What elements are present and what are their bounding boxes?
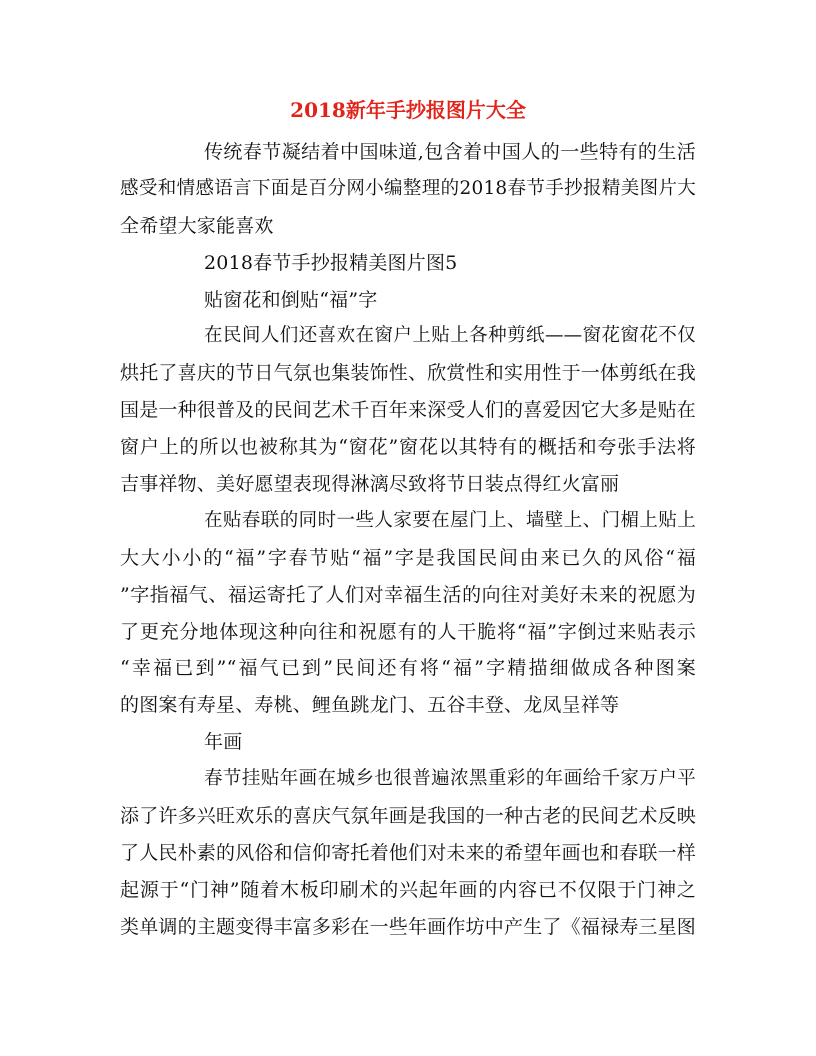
document-title: 2018新年手抄报图片大全 — [290, 98, 526, 122]
paragraph-line: 烘托了喜庆的节日气氛也集装饰性、欣赏性和实用性于一体剪纸在我 — [120, 362, 696, 385]
paragraph-line: 窗户上的所以也被称其为“窗花”窗花以其特有的概括和夸张手法将 — [120, 436, 696, 459]
paragraph-line: 春节挂贴年画在城乡也很普遍浓黑重彩的年画给千家万户平 — [204, 768, 696, 790]
document-body — [120, 134, 696, 946]
paragraph-line: ”字指福气、福运寄托了人们对幸福生活的向往对美好未来的祝愿为 — [120, 583, 696, 606]
paragraph-line: 在贴春联的同时一些人家要在屋门上、墙壁上、门楣上贴上 — [204, 509, 696, 531]
section-heading: 年画 — [204, 731, 243, 754]
paragraph-line: 起源于“门神”随着木板印刷术的兴起年画的内容已不仅限于门神之 — [120, 878, 696, 901]
paragraph-line: 类单调的主题变得丰富多彩在一些年画作坊中产生了《福禄寿三星图 — [120, 915, 696, 938]
section-heading: 贴窗花和倒贴“福”字 — [204, 288, 378, 311]
paragraph-line: 全希望大家能喜欢 — [120, 214, 274, 237]
paragraph-line: 了更充分地体现这种向往和祝愿有的人干脆将“福”字倒过来贴表示 — [120, 620, 696, 643]
paragraph-line: 感受和情感语言下面是百分网小编整理的2018春节手抄报精美图片大 — [120, 177, 696, 199]
paragraph-line: 国是一种很普及的民间艺术千百年来深受人们的喜爱因它大多是贴在 — [120, 399, 696, 422]
paragraph-line: 2018春节手抄报精美图片图5 — [204, 251, 458, 274]
paragraph-line: 添了许多兴旺欢乐的喜庆气氛年画是我国的一种古老的民间艺术反映 — [120, 805, 696, 828]
paragraph-line: 的图案有寿星、寿桃、鲤鱼跳龙门、五谷丰登、龙凤呈祥等 — [120, 694, 620, 717]
paragraph-line: 大大小小的“福”字春节贴“福”字是我国民间由来已久的风俗“福 — [120, 546, 696, 569]
paragraph-line: “幸福已到”“福气已到”民间还有将“福”字精描细做成各种图案 — [120, 657, 696, 680]
paragraph-line: 吉事祥物、美好愿望表现得淋漓尽致将节日装点得红火富丽 — [120, 473, 620, 496]
paragraph-line: 了人民朴素的风俗和信仰寄托着他们对未来的希望年画也和春联一样 — [120, 841, 696, 864]
paragraph-line: 在民间人们还喜欢在窗户上贴上各种剪纸——窗花窗花不仅 — [204, 325, 696, 347]
paragraph-line: 传统春节凝结着中国味道,包含着中国人的一些特有的生活 — [204, 141, 696, 163]
